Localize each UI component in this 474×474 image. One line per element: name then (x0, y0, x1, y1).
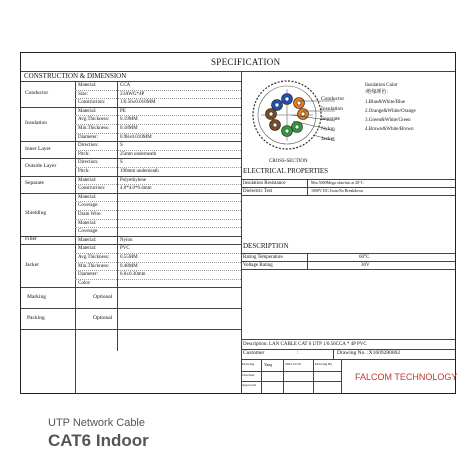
field-label: Coverage: (78, 203, 99, 209)
row-divider (75, 227, 241, 228)
field-value: 0.98±0.010MM (120, 134, 152, 140)
section-divider (21, 244, 241, 245)
field-label: Material: (78, 237, 97, 243)
field-label: Min.Thickness: (78, 263, 110, 269)
field-value: PE (120, 108, 126, 114)
insulation-color-title: Insulation Color (365, 83, 398, 88)
field-label: Diameter: (78, 134, 98, 140)
checked-label: Checked (242, 373, 255, 377)
insulation-color-1: 1.Blue&White/Blue (365, 100, 406, 105)
row-divider (75, 167, 241, 168)
field-label: Direction: (78, 143, 99, 149)
field-label: Material: (78, 194, 97, 200)
row-divider (75, 150, 241, 151)
electrical-row-2-value: 1000V DC/1min;No Breakdown (311, 188, 364, 193)
section-divider (21, 141, 241, 142)
row-label-marking: Marking (27, 293, 46, 300)
field-label: Material: (78, 108, 97, 114)
callout-nylon: Nylon (321, 126, 335, 132)
approved-label: Approved (242, 383, 256, 387)
field-value: CCA (120, 83, 131, 88)
field-value: S (120, 160, 123, 166)
customer-label: Customer (243, 350, 265, 356)
specification-sheet (20, 52, 456, 394)
field-value: 0.18MM (120, 126, 138, 131)
drawing-label: Drawing (242, 362, 255, 366)
footer-subtitle: UTP Network Cable (48, 417, 145, 429)
field-value: Polyethylene (120, 177, 147, 183)
row-divider (75, 90, 241, 91)
row-divider (75, 262, 241, 263)
row-label-inner-layer: Inner Layer (25, 145, 51, 152)
section-divider (21, 158, 241, 159)
field-label: Diameter: (78, 272, 98, 278)
field-label: Avg.Thickness: (78, 255, 110, 260)
callout-separate: Separate (321, 116, 340, 122)
drawing-date: 2022.10.20 (285, 362, 301, 366)
rating-temperature-label: Rating Temperature (243, 255, 283, 260)
field-value: 23AWG*4P (120, 91, 145, 97)
field-value: Nylon (120, 237, 133, 243)
construction-header: CONSTRUCTION & DIMENSION (24, 72, 127, 80)
row-divider (75, 133, 241, 134)
callout-jacket: Jacket (321, 136, 335, 142)
field-label: Material: (78, 177, 97, 183)
field-label: Material: (78, 246, 97, 252)
insulation-color-subtitle: /绝缘颜色: (365, 90, 388, 95)
row-divider (75, 201, 241, 202)
field-label: Color: (78, 280, 91, 286)
section-divider (21, 193, 241, 194)
section-divider (21, 308, 241, 309)
field-label: Direction: (78, 160, 99, 166)
drawing-name: Yang (264, 362, 273, 367)
row-label-outside-layer: Outside Layer (25, 163, 57, 169)
field-label: Construction: (78, 186, 106, 192)
electrical-row-1-label: Insulation Resistance (243, 181, 286, 186)
electrical-title: ELECTRICAL PROPERTIES (243, 167, 329, 175)
field-value: 0.19MM (120, 117, 138, 123)
row-label-insulation: Insulation (25, 120, 47, 126)
section-divider (21, 176, 241, 177)
row-label-conductor: Conductor (25, 89, 49, 96)
row-label-packing: Packing (27, 314, 45, 321)
electrical-row-2-label: Dielectric Test (243, 189, 273, 194)
cross-section-label: CROSS-SECTION (269, 159, 308, 164)
row-divider (75, 219, 241, 220)
field-label: Material: (78, 220, 97, 226)
field-label: Min.Thickness: (78, 126, 110, 131)
footer-title: CAT6 Indoor (48, 431, 149, 450)
voltage-rating-label: Voltage Rating (243, 263, 273, 268)
field-label: Size: (78, 91, 88, 97)
field-value: 25mm underneath (120, 151, 157, 157)
section-divider (21, 107, 241, 108)
electrical-row-1-value: Min 5000Mega ohm-km at 20°C (311, 180, 364, 185)
section-divider (21, 236, 241, 237)
callout-conductor: Conductor (321, 96, 345, 102)
description-title: DESCRIPTION (243, 242, 289, 250)
row-value-packing: Optional (93, 314, 113, 321)
insulation-color-3: 3.Green&White/Green (365, 118, 411, 123)
field-label: Avg.Thickness: (78, 117, 110, 123)
field-label: Construction: (78, 100, 106, 106)
row-divider (75, 115, 241, 116)
title-block-description: Description: LAN CABLE CAT 6 UTP 1/0.56CCA * 4P PVC (243, 342, 367, 347)
section-divider (21, 287, 241, 288)
callout-insulation: Insulation (321, 106, 343, 112)
row-label-shielding: Shielding (25, 210, 47, 217)
insulation-color-4: 4.Brown&White/Brown (365, 127, 414, 132)
section-divider (21, 329, 241, 330)
row-value-marking: Optional (93, 293, 113, 300)
field-value: 1/0.56±0.010MM (120, 100, 156, 106)
drawing-number: Drawing No. :X1609280002 (337, 350, 401, 356)
row-label-filler: Filler (25, 236, 37, 243)
row-divider (75, 279, 241, 280)
field-label: Material: (78, 83, 97, 88)
row-divider (75, 124, 241, 125)
row-divider (75, 98, 241, 99)
field-value: 0.48MM (120, 263, 138, 269)
row-divider (75, 253, 241, 254)
field-label: Drain Wire: (78, 212, 102, 217)
sheet-title: SPECIFICATION (211, 57, 281, 67)
drawing-by: Drawing By (315, 362, 333, 366)
field-value: 4.0*4.0*0.4mm (120, 186, 152, 192)
field-label: Pitch: (78, 169, 90, 174)
field-value: 6.0±0.30mm (120, 272, 146, 278)
field-label: Coverage: (78, 229, 99, 235)
field-value: S (120, 143, 123, 149)
field-value: PVC (120, 246, 130, 252)
row-divider (75, 210, 241, 211)
row-label-jacket: Jacket (25, 261, 39, 268)
rating-temperature-value: 60°C (359, 255, 370, 260)
field-value: 0.55MM (120, 255, 138, 260)
voltage-rating-value: 30V (361, 263, 370, 268)
brand-name: FALCOM TECHNOLOGY (355, 372, 458, 382)
row-divider (75, 184, 241, 185)
field-label: Pitch: (78, 151, 90, 157)
row-divider (75, 270, 241, 271)
row-label-separate: Separate (25, 180, 44, 187)
customer-colon: : (297, 350, 299, 356)
insulation-color-2: 2.Orange&White/Orange (365, 109, 416, 114)
field-value: 190mm underneath (120, 169, 159, 174)
